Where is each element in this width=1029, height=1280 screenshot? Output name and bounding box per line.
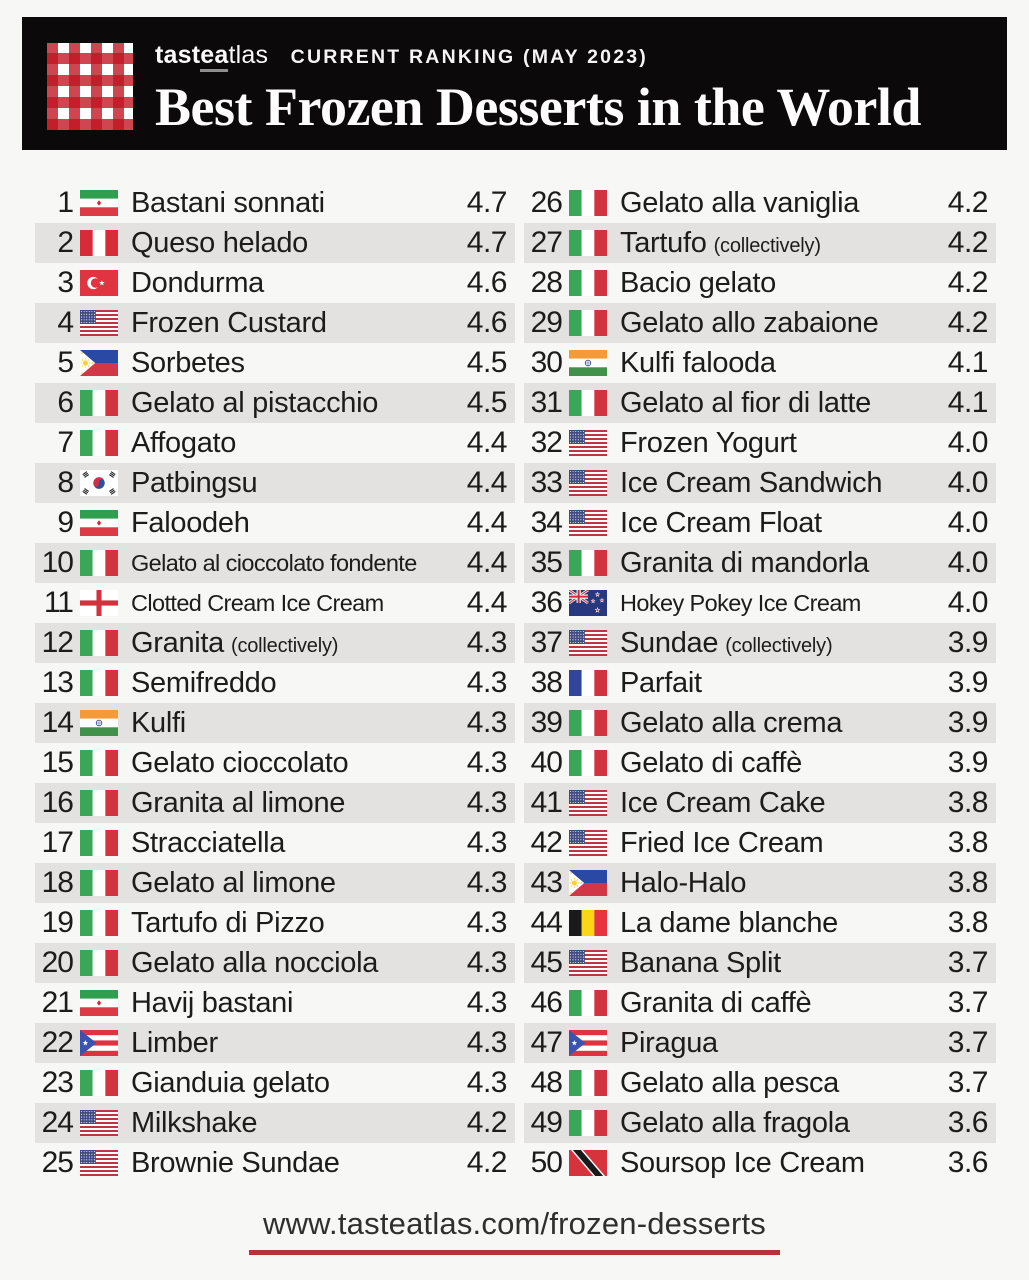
page-title: Best Frozen Desserts in the World bbox=[155, 77, 921, 137]
rating-value: 4.2 bbox=[466, 1146, 507, 1179]
rating-value: 3.9 bbox=[947, 706, 988, 739]
rank-number: 11 bbox=[43, 586, 73, 619]
rating-value: 4.3 bbox=[466, 866, 507, 899]
usa-flag-icon bbox=[569, 510, 607, 536]
rank-number: 14 bbox=[41, 706, 73, 739]
rank-number: 30 bbox=[530, 346, 562, 379]
italy-flag-icon bbox=[80, 870, 118, 896]
dessert-name: Faloodeh bbox=[131, 506, 250, 539]
dessert-name: Soursop Ice Cream bbox=[620, 1146, 865, 1179]
rating-value: 4.1 bbox=[947, 346, 988, 379]
ranking-row bbox=[35, 863, 515, 903]
rating-value: 3.9 bbox=[947, 626, 988, 659]
ranking-column-left bbox=[35, 183, 515, 1183]
wordmark-suffix: tlas bbox=[228, 41, 269, 69]
puerto-rico-flag-icon bbox=[80, 1030, 118, 1056]
ranking-row bbox=[35, 583, 515, 623]
france-flag-icon bbox=[569, 670, 607, 696]
ranking-row bbox=[524, 663, 996, 703]
trinidad-tobago-flag-icon bbox=[569, 1150, 607, 1176]
italy-flag-icon bbox=[80, 950, 118, 976]
italy-flag-icon bbox=[569, 710, 607, 736]
usa-flag-icon bbox=[569, 630, 607, 656]
ranking-row bbox=[35, 1103, 515, 1143]
tasteatlas-wordmark bbox=[155, 41, 268, 72]
rank-number: 3 bbox=[57, 266, 73, 299]
ranking-row bbox=[524, 343, 996, 383]
rank-number: 1 bbox=[57, 186, 73, 219]
rating-value: 4.7 bbox=[466, 186, 507, 219]
ranking-row bbox=[524, 623, 996, 663]
dessert-name: Banana Split bbox=[620, 946, 781, 979]
dessert-name-qualifier: (collectively) bbox=[231, 634, 339, 657]
italy-flag-icon bbox=[569, 1070, 607, 1096]
usa-flag-icon bbox=[80, 1110, 118, 1136]
rating-value: 4.5 bbox=[466, 386, 507, 419]
dessert-name: Kulfi falooda bbox=[620, 346, 776, 379]
ranking-row bbox=[524, 463, 996, 503]
rating-value: 4.4 bbox=[466, 506, 507, 539]
rating-value: 4.6 bbox=[466, 266, 507, 299]
ranking-row bbox=[35, 663, 515, 703]
dessert-name: Queso helado bbox=[131, 226, 308, 259]
turkey-flag-icon bbox=[80, 270, 118, 296]
dessert-name: Gelato di caffè bbox=[620, 746, 802, 779]
rating-value: 3.9 bbox=[947, 666, 988, 699]
rank-number: 9 bbox=[57, 506, 73, 539]
ranking-row bbox=[524, 823, 996, 863]
rank-number: 10 bbox=[41, 546, 73, 579]
ranking-row bbox=[35, 263, 515, 303]
dessert-name: Frozen Custard bbox=[131, 306, 327, 339]
ranking-row bbox=[524, 183, 996, 223]
dessert-name: Parfait bbox=[620, 666, 702, 699]
rank-number: 44 bbox=[530, 906, 562, 939]
rating-value: 4.0 bbox=[947, 546, 988, 579]
ranking-row bbox=[524, 1103, 996, 1143]
rank-number: 6 bbox=[57, 386, 73, 419]
rank-number: 37 bbox=[530, 626, 562, 659]
rank-number: 41 bbox=[530, 786, 562, 819]
italy-flag-icon bbox=[569, 990, 607, 1016]
ranking-row bbox=[524, 703, 996, 743]
puerto-rico-flag-icon bbox=[569, 1030, 607, 1056]
rating-value: 4.4 bbox=[466, 586, 507, 619]
dessert-name-qualifier: (collectively) bbox=[725, 634, 833, 657]
usa-flag-icon bbox=[569, 430, 607, 456]
ranking-row bbox=[524, 263, 996, 303]
rating-value: 4.0 bbox=[947, 506, 988, 539]
dessert-name: Clotted Cream Ice Cream bbox=[131, 589, 384, 616]
ranking-row bbox=[524, 863, 996, 903]
ranking-row bbox=[35, 903, 515, 943]
rating-value: 4.3 bbox=[466, 946, 507, 979]
ranking-row bbox=[524, 1023, 996, 1063]
italy-flag-icon bbox=[569, 230, 607, 256]
italy-flag-icon bbox=[80, 670, 118, 696]
rank-number: 34 bbox=[530, 506, 562, 539]
rating-value: 4.0 bbox=[947, 586, 988, 619]
wordmark-prefix: tast bbox=[155, 41, 201, 69]
tasteatlas-gingham-logo bbox=[47, 43, 133, 130]
belgium-flag-icon bbox=[569, 910, 607, 936]
ranking-row bbox=[524, 783, 996, 823]
rating-value: 3.8 bbox=[947, 906, 988, 939]
dessert-name: Granita di caffè bbox=[620, 986, 812, 1019]
rank-number: 47 bbox=[530, 1026, 562, 1059]
rating-value: 3.7 bbox=[947, 986, 988, 1019]
rating-value: 3.8 bbox=[947, 786, 988, 819]
dessert-name: Halo-Halo bbox=[620, 866, 747, 899]
ranking-row bbox=[524, 743, 996, 783]
rank-number: 15 bbox=[41, 746, 73, 779]
dessert-name: Gelato alla vaniglia bbox=[620, 186, 860, 219]
dessert-name: Dondurma bbox=[131, 266, 264, 299]
rating-value: 4.2 bbox=[947, 186, 988, 219]
italy-flag-icon bbox=[569, 750, 607, 776]
dessert-name: Hokey Pokey Ice Cream bbox=[620, 589, 861, 616]
ranking-row bbox=[524, 1143, 996, 1183]
rating-value: 4.7 bbox=[466, 226, 507, 259]
header-text bbox=[155, 41, 997, 136]
usa-flag-icon bbox=[569, 790, 607, 816]
dessert-name: Bacio gelato bbox=[620, 266, 777, 299]
rating-value: 4.0 bbox=[947, 466, 988, 499]
rating-value: 3.7 bbox=[947, 946, 988, 979]
england-flag-icon bbox=[80, 590, 118, 616]
ranking-label: CURRENT RANKING (MAY 2023) bbox=[290, 46, 648, 68]
rating-value: 4.3 bbox=[466, 1066, 507, 1099]
rating-value: 4.6 bbox=[466, 306, 507, 339]
rank-number: 33 bbox=[530, 466, 562, 499]
dessert-name: Gelato cioccolato bbox=[131, 746, 349, 779]
dessert-name: Havij bastani bbox=[131, 986, 294, 1019]
rating-value: 4.3 bbox=[466, 666, 507, 699]
dessert-name: Tartufo (collectively) bbox=[620, 226, 821, 259]
dessert-name: Granita di mandorla bbox=[620, 546, 869, 579]
ranking-row bbox=[524, 383, 996, 423]
ranking-row bbox=[35, 503, 515, 543]
rating-value: 4.4 bbox=[466, 426, 507, 459]
italy-flag-icon bbox=[80, 790, 118, 816]
rank-number: 48 bbox=[530, 1066, 562, 1099]
dessert-name: Ice Cream Sandwich bbox=[620, 466, 883, 499]
rank-number: 19 bbox=[41, 906, 73, 939]
ranking-row bbox=[524, 903, 996, 943]
dessert-name: Gelato allo zabaione bbox=[620, 306, 879, 339]
ranking-row bbox=[35, 943, 515, 983]
rank-number: 50 bbox=[530, 1146, 562, 1179]
ranking-row bbox=[35, 823, 515, 863]
ranking-row bbox=[35, 983, 515, 1023]
rating-value: 4.3 bbox=[466, 826, 507, 859]
dessert-name: Sundae (collectively) bbox=[620, 626, 833, 659]
footer bbox=[0, 1206, 1029, 1255]
ranking-row bbox=[35, 703, 515, 743]
rating-value: 4.3 bbox=[466, 986, 507, 1019]
usa-flag-icon bbox=[569, 830, 607, 856]
ranking-column-right bbox=[524, 183, 996, 1183]
rank-number: 12 bbox=[41, 626, 73, 659]
ranking-row bbox=[524, 303, 996, 343]
dessert-name: Stracciatella bbox=[131, 826, 286, 859]
iran-flag-icon bbox=[80, 990, 118, 1016]
rating-value: 3.6 bbox=[947, 1146, 988, 1179]
dessert-name: Gelato alla nocciola bbox=[131, 946, 379, 979]
ranking-row bbox=[35, 303, 515, 343]
rank-number: 43 bbox=[530, 866, 562, 899]
rank-number: 39 bbox=[530, 706, 562, 739]
dessert-name: Limber bbox=[131, 1026, 218, 1059]
rating-value: 4.3 bbox=[466, 706, 507, 739]
rating-value: 3.8 bbox=[947, 826, 988, 859]
rating-value: 4.3 bbox=[466, 626, 507, 659]
rank-number: 7 bbox=[57, 426, 73, 459]
dessert-name-qualifier: (collectively) bbox=[713, 234, 821, 257]
rank-number: 25 bbox=[41, 1146, 73, 1179]
rating-value: 4.2 bbox=[947, 226, 988, 259]
rank-number: 29 bbox=[530, 306, 562, 339]
dessert-name: Gelato al pistacchio bbox=[131, 386, 379, 419]
italy-flag-icon bbox=[80, 390, 118, 416]
rank-number: 38 bbox=[530, 666, 562, 699]
footer-url-link[interactable]: www.tasteatlas.com/frozen-desserts bbox=[249, 1206, 780, 1255]
ranking-row bbox=[35, 463, 515, 503]
rating-value: 3.7 bbox=[947, 1026, 988, 1059]
ranking-row bbox=[524, 543, 996, 583]
ranking-row bbox=[35, 1143, 515, 1183]
italy-flag-icon bbox=[80, 430, 118, 456]
ranking-row bbox=[35, 423, 515, 463]
rank-number: 27 bbox=[530, 226, 562, 259]
ranking-row bbox=[35, 343, 515, 383]
india-flag-icon bbox=[569, 350, 607, 376]
dessert-name: Brownie Sundae bbox=[131, 1146, 340, 1179]
rating-value: 3.9 bbox=[947, 746, 988, 779]
rank-number: 32 bbox=[530, 426, 562, 459]
rank-number: 17 bbox=[41, 826, 73, 859]
rank-number: 42 bbox=[530, 826, 562, 859]
dessert-name: Affogato bbox=[131, 426, 237, 459]
usa-flag-icon bbox=[80, 310, 118, 336]
rank-number: 24 bbox=[41, 1106, 73, 1139]
dessert-name: Gelato al limone bbox=[131, 866, 336, 899]
ranking-row bbox=[524, 583, 996, 623]
dessert-name: Semifreddo bbox=[131, 666, 277, 699]
ranking-row bbox=[524, 423, 996, 463]
iran-flag-icon bbox=[80, 190, 118, 216]
header-banner bbox=[22, 17, 1007, 150]
dessert-name: Granita al limone bbox=[131, 786, 346, 819]
italy-flag-icon bbox=[80, 550, 118, 576]
dessert-name: Gelato alla crema bbox=[620, 706, 843, 739]
rating-value: 3.6 bbox=[947, 1106, 988, 1139]
italy-flag-icon bbox=[569, 310, 607, 336]
peru-flag-icon bbox=[80, 230, 118, 256]
dessert-name: Gianduia gelato bbox=[131, 1066, 330, 1099]
south-korea-flag-icon bbox=[80, 470, 118, 496]
ranking-row bbox=[35, 383, 515, 423]
usa-flag-icon bbox=[80, 1150, 118, 1176]
rank-number: 40 bbox=[530, 746, 562, 779]
ranking-row bbox=[524, 983, 996, 1023]
ranking-row bbox=[35, 1023, 515, 1063]
rating-value: 4.4 bbox=[466, 546, 507, 579]
iran-flag-icon bbox=[80, 510, 118, 536]
rank-number: 46 bbox=[530, 986, 562, 1019]
italy-flag-icon bbox=[80, 1070, 118, 1096]
rank-number: 20 bbox=[41, 946, 73, 979]
dessert-name: Gelato alla pesca bbox=[620, 1066, 839, 1099]
rank-number: 8 bbox=[57, 466, 73, 499]
ranking-row bbox=[35, 623, 515, 663]
dessert-name: Gelato al fior di latte bbox=[620, 386, 872, 419]
ranking-row bbox=[35, 743, 515, 783]
rating-value: 4.2 bbox=[947, 266, 988, 299]
rating-value: 4.3 bbox=[466, 786, 507, 819]
dessert-name: Milkshake bbox=[131, 1106, 258, 1139]
rating-value: 4.3 bbox=[466, 1026, 507, 1059]
rank-number: 22 bbox=[41, 1026, 73, 1059]
italy-flag-icon bbox=[80, 630, 118, 656]
dessert-name: Ice Cream Float bbox=[620, 506, 822, 539]
rating-value: 4.1 bbox=[947, 386, 988, 419]
ranking-row bbox=[524, 1063, 996, 1103]
dessert-name: Patbingsu bbox=[131, 466, 258, 499]
rank-number: 35 bbox=[530, 546, 562, 579]
italy-flag-icon bbox=[80, 910, 118, 936]
india-flag-icon bbox=[80, 710, 118, 736]
italy-flag-icon bbox=[569, 550, 607, 576]
ranking-row bbox=[35, 183, 515, 223]
dessert-name: Granita (collectively) bbox=[131, 626, 339, 659]
wordmark-underlined: ea bbox=[200, 41, 228, 72]
usa-flag-icon bbox=[569, 470, 607, 496]
italy-flag-icon bbox=[569, 190, 607, 216]
rating-value: 4.3 bbox=[466, 906, 507, 939]
rank-number: 21 bbox=[41, 986, 73, 1019]
dessert-name: Sorbetes bbox=[131, 346, 245, 379]
dessert-name: Ice Cream Cake bbox=[620, 786, 826, 819]
rank-number: 13 bbox=[41, 666, 73, 699]
rank-number: 26 bbox=[530, 186, 562, 219]
rank-number: 36 bbox=[530, 586, 562, 619]
ranking-row bbox=[524, 503, 996, 543]
italy-flag-icon bbox=[80, 750, 118, 776]
new-zealand-flag-icon bbox=[569, 590, 607, 616]
dessert-name: Frozen Yogurt bbox=[620, 426, 797, 459]
dessert-name: Gelato al cioccolato fondente bbox=[131, 549, 417, 576]
rank-number: 18 bbox=[41, 866, 73, 899]
rank-number: 31 bbox=[530, 386, 562, 419]
dessert-name: Fried Ice Cream bbox=[620, 826, 824, 859]
philippines-flag-icon bbox=[569, 870, 607, 896]
italy-flag-icon bbox=[569, 270, 607, 296]
rank-number: 5 bbox=[57, 346, 73, 379]
italy-flag-icon bbox=[569, 1110, 607, 1136]
rank-number: 23 bbox=[41, 1066, 73, 1099]
ranking-row bbox=[35, 783, 515, 823]
dessert-name: Kulfi bbox=[131, 706, 186, 739]
rank-number: 28 bbox=[530, 266, 562, 299]
rating-value: 3.7 bbox=[947, 1066, 988, 1099]
dessert-name: Bastani sonnati bbox=[131, 186, 325, 219]
italy-flag-icon bbox=[569, 390, 607, 416]
italy-flag-icon bbox=[80, 830, 118, 856]
rating-value: 4.4 bbox=[466, 466, 507, 499]
rank-number: 4 bbox=[57, 306, 73, 339]
philippines-flag-icon bbox=[80, 350, 118, 376]
rank-number: 49 bbox=[530, 1106, 562, 1139]
ranking-row bbox=[35, 223, 515, 263]
rating-value: 4.0 bbox=[947, 426, 988, 459]
rank-number: 2 bbox=[57, 226, 73, 259]
ranking-row bbox=[35, 1063, 515, 1103]
rating-value: 4.5 bbox=[466, 346, 507, 379]
rating-value: 4.2 bbox=[947, 306, 988, 339]
rating-value: 3.8 bbox=[947, 866, 988, 899]
ranking-row bbox=[524, 943, 996, 983]
rating-value: 4.3 bbox=[466, 746, 507, 779]
rating-value: 4.2 bbox=[466, 1106, 507, 1139]
dessert-name: Gelato alla fragola bbox=[620, 1106, 850, 1139]
rank-number: 45 bbox=[530, 946, 562, 979]
usa-flag-icon bbox=[569, 950, 607, 976]
dessert-name: La dame blanche bbox=[620, 906, 838, 939]
dessert-name: Tartufo di Pizzo bbox=[131, 906, 325, 939]
rank-number: 16 bbox=[41, 786, 73, 819]
ranking-row bbox=[524, 223, 996, 263]
ranking-row bbox=[35, 543, 515, 583]
dessert-name: Piragua bbox=[620, 1026, 718, 1059]
